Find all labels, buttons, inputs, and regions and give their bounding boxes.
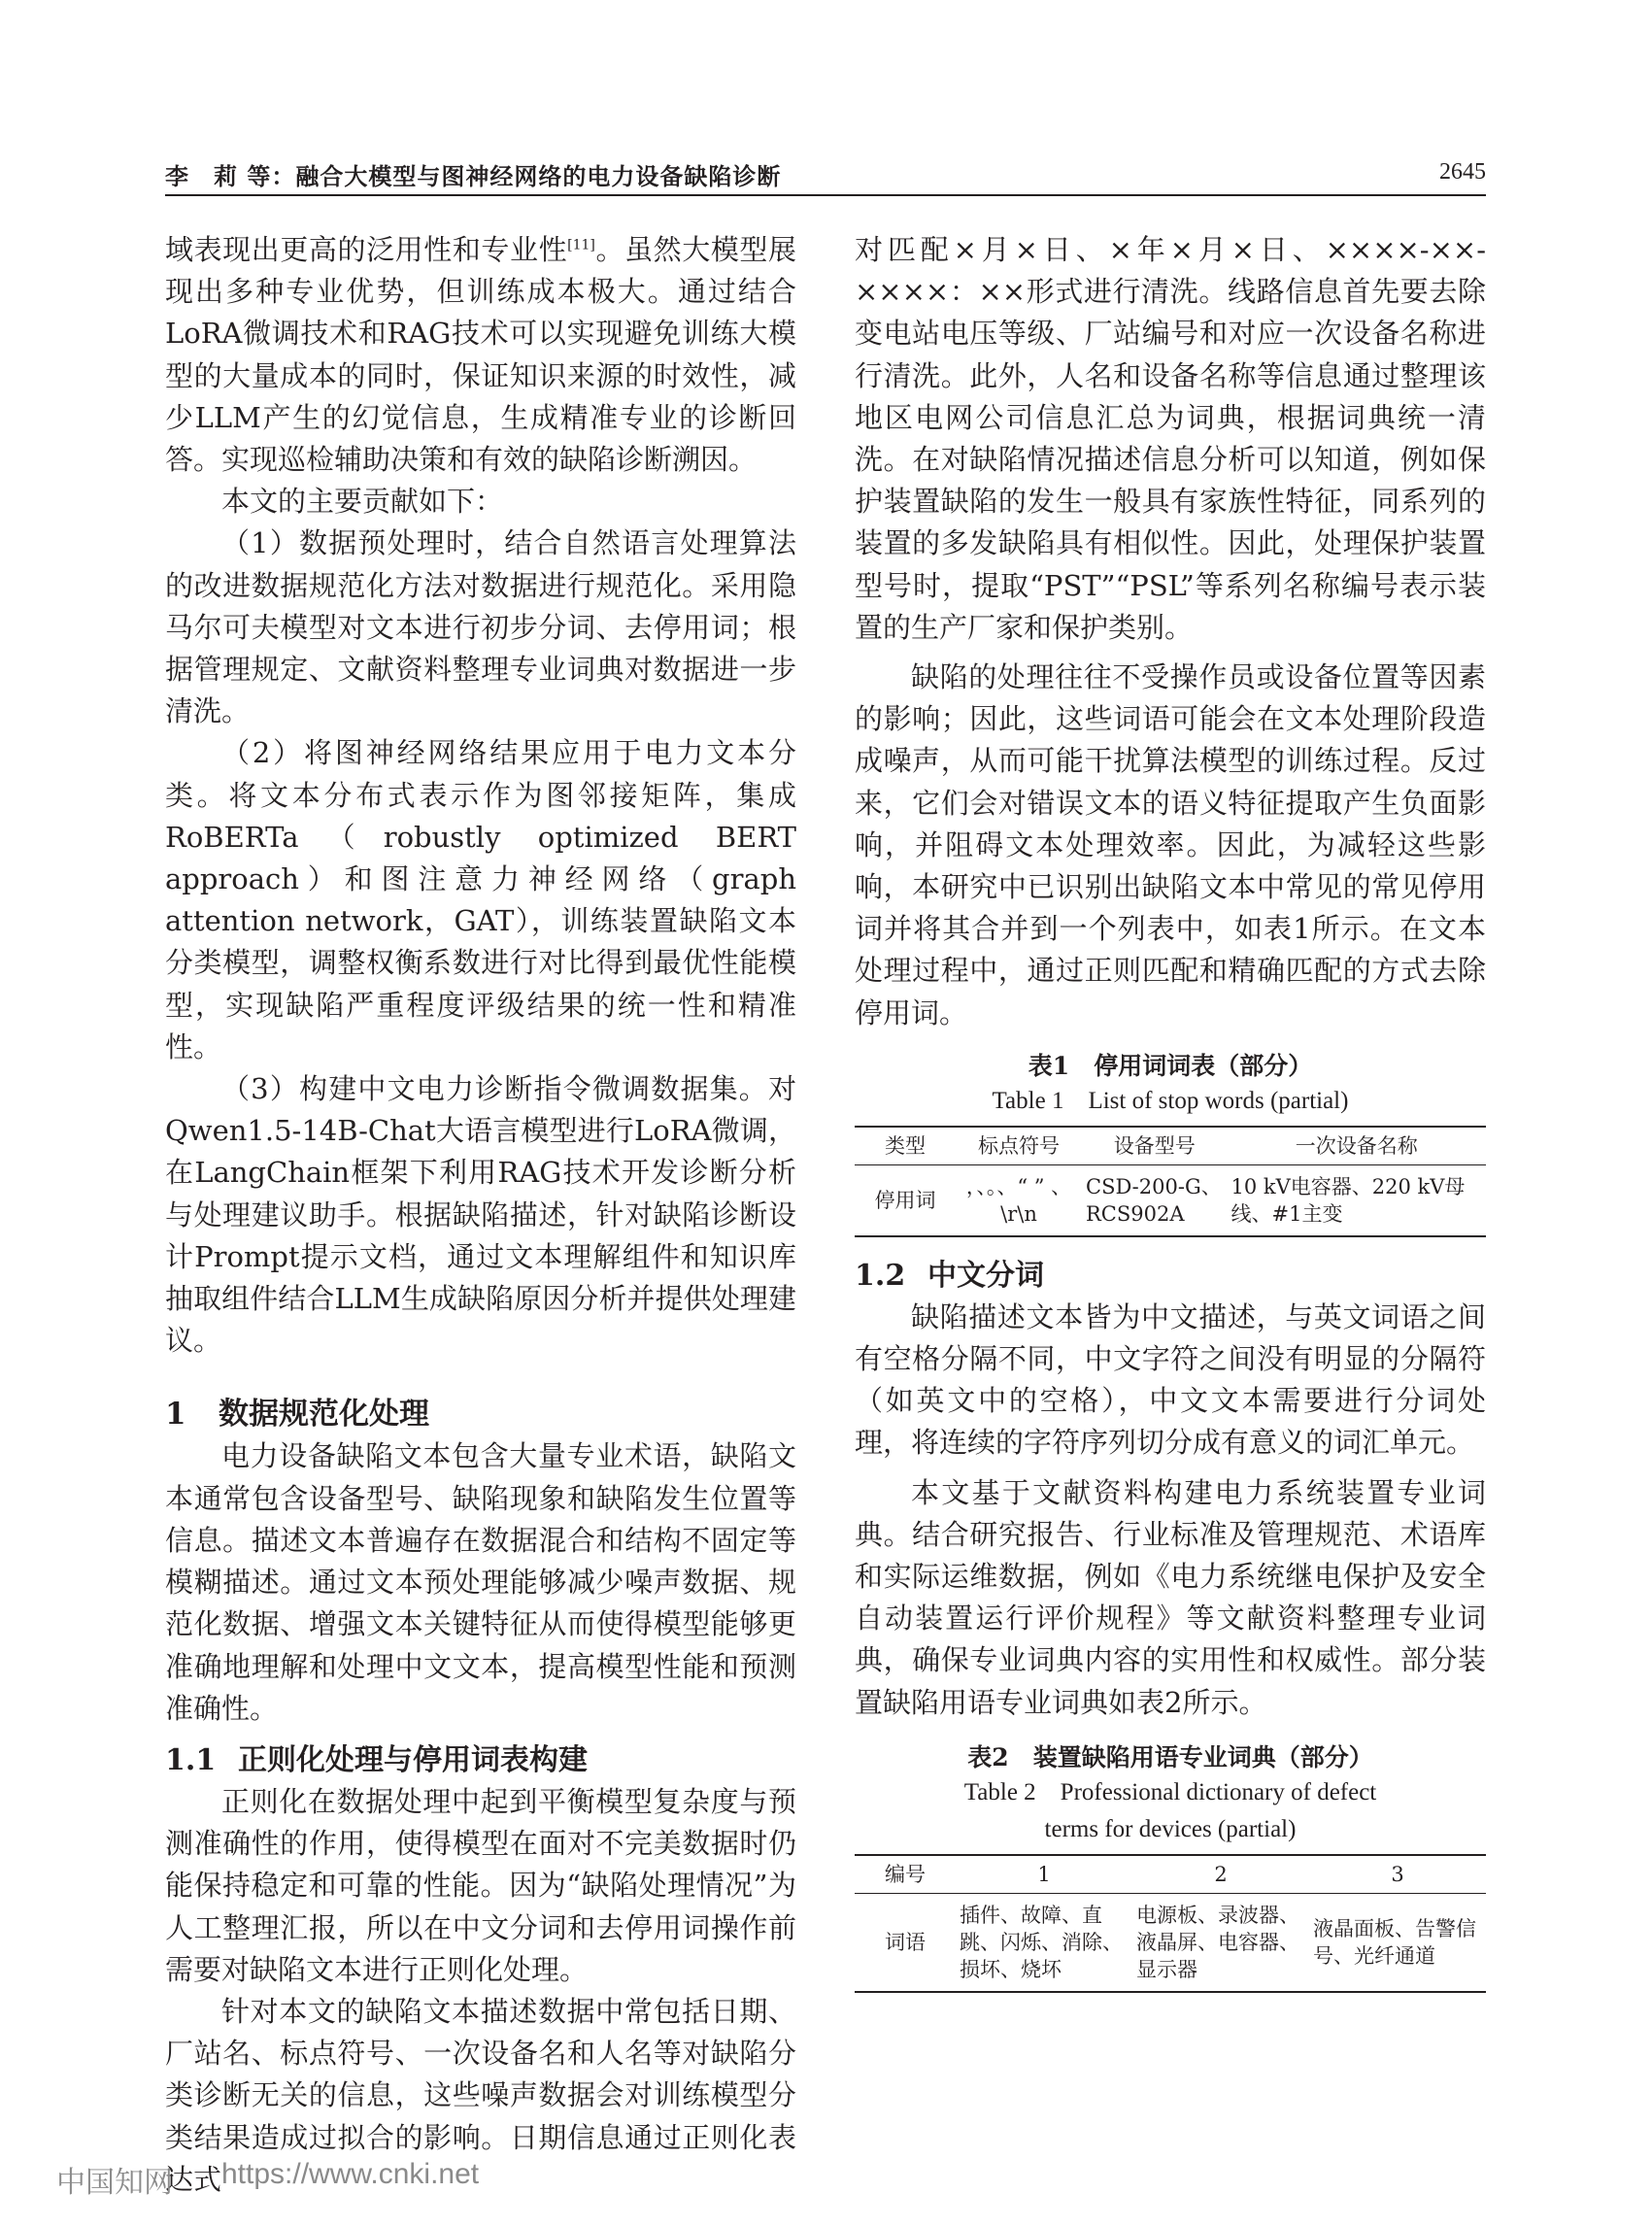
left-column bbox=[165, 229, 796, 2201]
table-caption-en: terms for devices (partial) bbox=[1044, 1815, 1297, 1842]
table-cell: 词语 bbox=[885, 1930, 926, 1954]
citation: [11] bbox=[567, 237, 595, 253]
paragraph: 缺陷的处理往往不受操作员或设备位置等因素的影响；因此，这些词语可能会在文本处理阶段造成噪声，从而可能干扰算法模型的训练过程。反过来，它们会对错误文本的语义特征提取产生负面影响，并阻碍文本处理效率。因此，为减轻这些影响，本研究中已识别出缺陷文本中常见的常见停用词并将其合并到一个列表中，如表1所示。在文本处理过程中，通过正则匹配和精确匹配的方式去除停用词。 bbox=[855, 660, 1486, 1029]
subsection-title: 中文分词 bbox=[927, 1258, 1044, 1293]
table-header-cell: 3 bbox=[1391, 1862, 1404, 1886]
table-header-cell: 2 bbox=[1214, 1862, 1228, 1886]
table-row bbox=[855, 1893, 1486, 1992]
paragraph: 本文基于文献资料构建电力系统装置专业词典。结合研究报告、行业标准及管理规范、术语库和实际运维数据，例如《电力系统继电保护及安全自动装置运行评价规程》等文献资料整理专业词典，确保专业词典内容的实用性和权威性。部分装置缺陷用语专业词典如表2所示。 bbox=[855, 1475, 1486, 1719]
subsection-heading bbox=[165, 1739, 796, 1781]
subsection-number: 1.2 bbox=[855, 1258, 906, 1293]
table-cell: ，、。、“ ” 、\r\n bbox=[965, 1174, 1072, 1226]
table-caption-en: Table 1 List of stop words (partial) bbox=[992, 1087, 1349, 1114]
paragraph: 电力设备缺陷文本包含大量专业术语，缺陷文本通常包含设备型号、缺陷现象和缺陷发生位置等信息。描述文本普遍存在数据混合和结构不固定等模糊描述。通过文本预处理能够减少噪声数据、规范化数据、增强文本关键特征从而使得模型能够更准确地理解和处理中文文本，提高模型性能和预测准确性。 bbox=[165, 1439, 796, 1725]
table-caption-cn: 表2 装置缺陷用语专业词典（部分） bbox=[967, 1742, 1373, 1771]
paragraph: （2）将图神经网络结果应用于电力文本分类。将文本分布式表示作为图邻接矩阵，集成RoBERTa（robustly optimized BERT approach）和图注意力神经网络（graph attention network，GAT），训练装置缺陷文本分类模型，调整权衡系数进行对比得到最优性能模型，实现缺陷严重程度评级结果的统一性和精准性。 bbox=[165, 736, 796, 1063]
paragraph: 针对本文的缺陷文本描述数据中常包括日期、厂站名、标点符号、一次设备名和人名等对缺陷分类诊断无关的信息，这些噪声数据会对训练模型分类结果造成过拟合的影响。日期信息通过正则化表达式 bbox=[165, 1994, 796, 2196]
table-cell: 插件、故障、直跳、闪烁、消除、损坏、烧坏 bbox=[960, 1903, 1123, 1981]
table-caption-cn: 表1 停用词词表（部分） bbox=[1028, 1051, 1313, 1080]
running-header bbox=[165, 155, 1486, 196]
table-cell: CSD-200-G、RCS902A bbox=[1086, 1174, 1222, 1226]
paragraph: 正则化在数据处理中起到平衡模型复杂度与预测准确性的作用，使得模型在面对不完美数据时仍能保持稳定和可靠的性能。因为“缺陷处理情况”为人工整理汇报，所以在中文分词和去停用词操作前需要对缺陷文本进行正则化处理。 bbox=[165, 1784, 796, 1986]
section-title: 数据规范化处理 bbox=[219, 1397, 429, 1433]
paragraph-text: 域表现出更高的泛用性和专业性 bbox=[165, 233, 568, 266]
table-2 bbox=[855, 1741, 1486, 1993]
defect-terms-table bbox=[855, 1854, 1486, 1993]
paragraph-text: 。虽然大模型展现出多种专业优势，但训练成本极大。通过结合LoRA微调技术和RAG技术可以实现避免训练大模型的大量成本的同时，保证知识来源的时效性，减少LLM产生的幻觉信息，生成精准专业的诊断回答。实现巡检辅助决策和有效的缺陷诊断溯因。 bbox=[165, 233, 796, 477]
subsection-title: 正则化处理与停用词表构建 bbox=[238, 1742, 588, 1777]
stop-words-table bbox=[855, 1126, 1486, 1237]
table-header-cell: 编号 bbox=[885, 1862, 926, 1886]
paragraph: 缺陷描述文本皆为中文描述，与英文词语之间有空格分隔不同，中文字符之间没有明显的分隔符（如英文中的空格），中文文本需要进行分词处理，将连续的字符序列切分成有意义的词汇单元。 bbox=[855, 1299, 1486, 1460]
page-number: 2645 bbox=[1439, 159, 1486, 185]
right-column bbox=[855, 229, 1486, 1993]
paragraph: （1）数据预处理时，结合自然语言处理算法的改进数据规范化方法对数据进行规范化。采用隐马尔可夫模型对文本进行初步分词、去停用词；根据管理规定、文献资料整理专业词典对数据进一步清洗。 bbox=[165, 526, 796, 728]
paragraph: 本文的主要贡献如下： bbox=[221, 485, 504, 519]
subsection-heading bbox=[855, 1255, 1486, 1297]
table-cell: 10 kV电容器、220 kV母线、#1主变 bbox=[1231, 1174, 1466, 1226]
section-heading bbox=[165, 1393, 796, 1435]
table-1 bbox=[855, 1050, 1486, 1237]
running-title: 李 莉 等：融合大模型与图神经网络的电力设备缺陷诊断 bbox=[165, 162, 782, 190]
table-header-row bbox=[855, 1127, 1486, 1165]
table-row bbox=[855, 1164, 1486, 1236]
table-caption-en: Table 2 Professional dictionary of defect bbox=[963, 1778, 1377, 1805]
section-number: 1 bbox=[165, 1397, 186, 1433]
table-header-cell: 标点符号 bbox=[978, 1133, 1060, 1158]
table-header-cell: 类型 bbox=[885, 1133, 926, 1158]
table-cell: 电源板、录波器、液晶屏、电容器、显示器 bbox=[1136, 1903, 1299, 1981]
paragraph: 对匹配×月×日、×年×月×日、××××-××-××××：××形式进行清洗。线路信息首先要去除变电站电压等级、厂站编号和对应一次设备名称进行清洗。此外，人名和设备名称等信息通过整理该地区电网公司信息汇总为词典，根据词典统一清洗。在对缺陷情况描述信息分析可以知道，例如保护装置缺陷的发生一般具有家族性特征，同系列的装置的多发缺陷具有相似性。因此，处理保护装置型号时，提取“PST”“PSL”等系列名称编号表示装置的生产厂家和保护类别。 bbox=[855, 233, 1486, 644]
table-header-cell: 设备型号 bbox=[1113, 1133, 1196, 1158]
table-cell: 液晶面板、告警信号、光纤通道 bbox=[1313, 1916, 1476, 1968]
subsection-number: 1.1 bbox=[165, 1742, 217, 1777]
cnki-logo: 中国知网 bbox=[56, 2166, 173, 2200]
paragraph: （3）构建中文电力诊断指令微调数据集。对Qwen1.5-14B-Chat大语言模型进行LoRA微调，在LangChain框架下利用RAG技术开发诊断分析与处理建议助手。根据缺陷描述，针对缺陷诊断设计Prompt提示文档，通过文本理解组件和知识库抽取组件结合LLM生成缺陷原因分析并提供处理建议。 bbox=[165, 1072, 796, 1358]
table-cell: 停用词 bbox=[874, 1188, 936, 1212]
cnki-url[interactable]: https://www.cnki.net bbox=[221, 2158, 480, 2190]
paragraph bbox=[165, 229, 796, 481]
table-header-cell: 一次设备名称 bbox=[1295, 1133, 1418, 1158]
table-header-row bbox=[855, 1855, 1486, 1894]
table-header-cell: 1 bbox=[1037, 1862, 1051, 1886]
